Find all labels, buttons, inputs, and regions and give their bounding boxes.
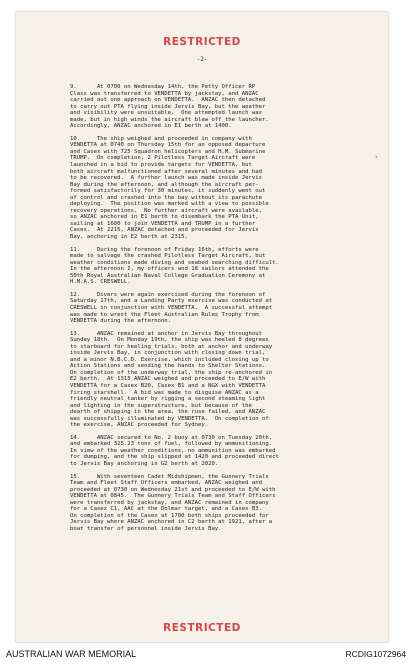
text-line: H.M.A.S. CRESWELL. <box>70 279 131 286</box>
text-line: were transferred by jackstay, and ANZAC remained in company <box>70 499 269 506</box>
paragraph <box>70 435 388 468</box>
text-line: both aircraft malfunctioned after several minutes and had <box>70 168 262 175</box>
text-line: 14. ANZAC secured to No. 2 buoy at 0730 on Tuesday 20th, <box>70 434 273 441</box>
footer-record-id: RCDIG1072964 <box>345 649 406 659</box>
text-line: 9. At 0700 on Wednesday 14th, the Petty Officer RP <box>70 84 256 90</box>
text-line: firing starshell. A bid was made to disguise ANZAC as a <box>70 389 259 396</box>
text-line: was successfully illuminated by VENDETTA. On completion of <box>70 415 269 422</box>
text-line: 13. ANZAC remained at anchor in Jervis Bay throughout <box>70 330 262 337</box>
text-line: 12. Divers were again exercised during the forenoon of <box>70 291 266 298</box>
text-line: Casex. At 2215, ANZAC detached and proceeded for Jervis <box>70 227 259 234</box>
text-line: Bay during the afternoon, and although the aircraft per- <box>70 181 259 188</box>
text-line: for dumping, and the ship slipped at 1420 and proceeded direct <box>70 454 279 461</box>
text-line: of control and crashed into the bay without its parachute <box>70 194 262 201</box>
text-line: 15. With seventeen Cadet Midshipmen, the Gunnery Trials <box>70 473 269 480</box>
restricted-stamp-top: RESTRICTED <box>163 36 241 48</box>
text-line: Team and Fleet Staff Officers embarked, ANZAC weighed and <box>70 480 262 487</box>
paragraph <box>70 247 388 286</box>
text-line: was made to wrest the Fleet Australian Rules Trophy from <box>70 311 259 318</box>
text-line: On completion of the underway trial, the ship re-anchored in <box>70 369 273 376</box>
text-line: and Casex with 725 Squadron helicopters and H.M. Submarine <box>70 148 266 155</box>
paragraph <box>70 331 388 429</box>
text-line: and a minor N.B.C.D. Exercise, which included closing up to <box>70 356 269 363</box>
text-line: Saturday 17th, and a Landing Party exercise was conducted at <box>70 298 273 305</box>
text-line: 50th Royal Australian Naval College Graduation Ceremony at <box>70 272 266 279</box>
text-line: VENDETTA for a Casex B20, Casex B1 and a NGX with VENDETTA <box>70 382 266 389</box>
paragraph <box>70 84 388 130</box>
text-line: and lighting in the superstructure, but because of the <box>70 402 252 409</box>
text-line: to Jervis Bay anchoring in G2 berth at 2020. <box>70 460 219 467</box>
text-line: TRUMP. On completion, 2 Pilotless Target Aircraft were <box>70 155 256 162</box>
paragraph <box>70 292 388 325</box>
text-line: Jervis Bay where ANZAC anchored in C2 berth at 1921, after a <box>70 519 273 526</box>
text-line: CRESWELL in conjunction with VENDETTA. A successful attempt <box>70 304 273 311</box>
text-line: formed satisfactorily for 30 minutes, it suddenly went out <box>70 188 266 195</box>
text-line: Class was transferred to VENDETTA by jackstay, and ANZAC <box>70 90 259 97</box>
text-line: Sunday 18th. On Monday 19th, the ship was heeled 8 degrees <box>70 337 269 344</box>
text-line: VENDETTA during the afternoon. <box>70 318 172 325</box>
text-line: friendly neutral tanker by rigging a second steaming light <box>70 396 266 403</box>
restricted-stamp-bottom: RESTRICTED <box>163 622 241 634</box>
text-line: for a Casex C1, AAC at the Dolmar target, and a Casex B3. <box>70 506 262 513</box>
text-line: E2 berth. At 1315 ANZAC weighed and proceeded to E/W with <box>70 376 266 383</box>
footer-institution: AUSTRALIAN WAR MEMORIAL <box>6 649 137 659</box>
text-line: made to salvage the crashed Pilotless Target Aircraft, but <box>70 253 266 260</box>
text-line: to carry out PTA flying inside Jervis Bay, but the weather <box>70 103 266 110</box>
document-page <box>16 12 388 642</box>
document-body <box>70 84 388 538</box>
text-line: and embarked 325.23 tons of fuel, followed by ammunitioning. <box>70 441 273 448</box>
text-line: sailing at 1600 to join VENDETTA and TRUMP in a further <box>70 220 256 227</box>
text-line: On completion of the Casex at 1700 both ships proceeded for <box>70 512 269 519</box>
page-number: -2- <box>196 56 208 63</box>
text-line: 11. During the forenoon of Friday 16th, efforts were <box>70 246 259 253</box>
text-line: proceeded at 0730 on Wednesday 21st and proceeded to E/W with <box>70 486 276 493</box>
text-line: deploying. The position was marked with a view to possible <box>70 201 269 208</box>
paragraph <box>70 474 388 533</box>
paragraph <box>70 136 388 241</box>
archive-footer <box>0 646 412 666</box>
text-line: inside Jervis Bay, in conjunction with closing down trial, <box>70 350 266 357</box>
text-line: and visibility were unsuitable. One attempted launch was <box>70 110 262 117</box>
text-line: VENDETTA at 0740 on Thursday 15th for an opposed departure <box>70 142 266 149</box>
text-line: Accordingly, ANZAC anchored in E1 berth at 1400. <box>70 123 232 130</box>
text-line: VENDETTA at 0845. The Gunnery Trials Team and Staff Officers <box>70 493 276 500</box>
text-line: Action Stations and sending the hands to Shelter Stations. <box>70 363 266 370</box>
page-edge-mark: › <box>375 153 378 161</box>
text-line: so ANZAC anchored in E1 berth to disembark the PTA Unit, <box>70 214 259 221</box>
text-line: weather conditions made diving and seabed searching difficult. <box>70 259 279 266</box>
text-line: launched in a bid to provide targets for VENDETTA, but <box>70 162 252 169</box>
text-line: dearth of shipping in the area, the ruse failed, and ANZAC <box>70 409 266 416</box>
text-line: made, but in high winds the aircraft blew off the launcher. <box>70 116 269 123</box>
text-line: to be recovered. A further launch was made inside Jervis <box>70 175 262 182</box>
text-line: to starboard for heeling trials, both at anchor and underway <box>70 343 273 350</box>
text-line: the exercise, ANZAC proceeded for Sydney. <box>70 422 209 429</box>
text-line: In view of the weather conditions, no ammunition was embarked <box>70 447 276 454</box>
text-line: recovery operations. No further aircraft were available, <box>70 207 262 214</box>
text-line: 10. The ship weighed and proceeded in company with <box>70 135 252 142</box>
text-line: carried out one approach on VENDETTA. ANZAC then detached <box>70 97 266 104</box>
text-line: Bay, anchoring in E2 berth at 2315. <box>70 234 188 241</box>
text-line: boat transfer of personnel inside Jervis Bay. <box>70 525 222 532</box>
text-line: In the afternoon I, my officers and 18 sailors attended the <box>70 266 269 273</box>
